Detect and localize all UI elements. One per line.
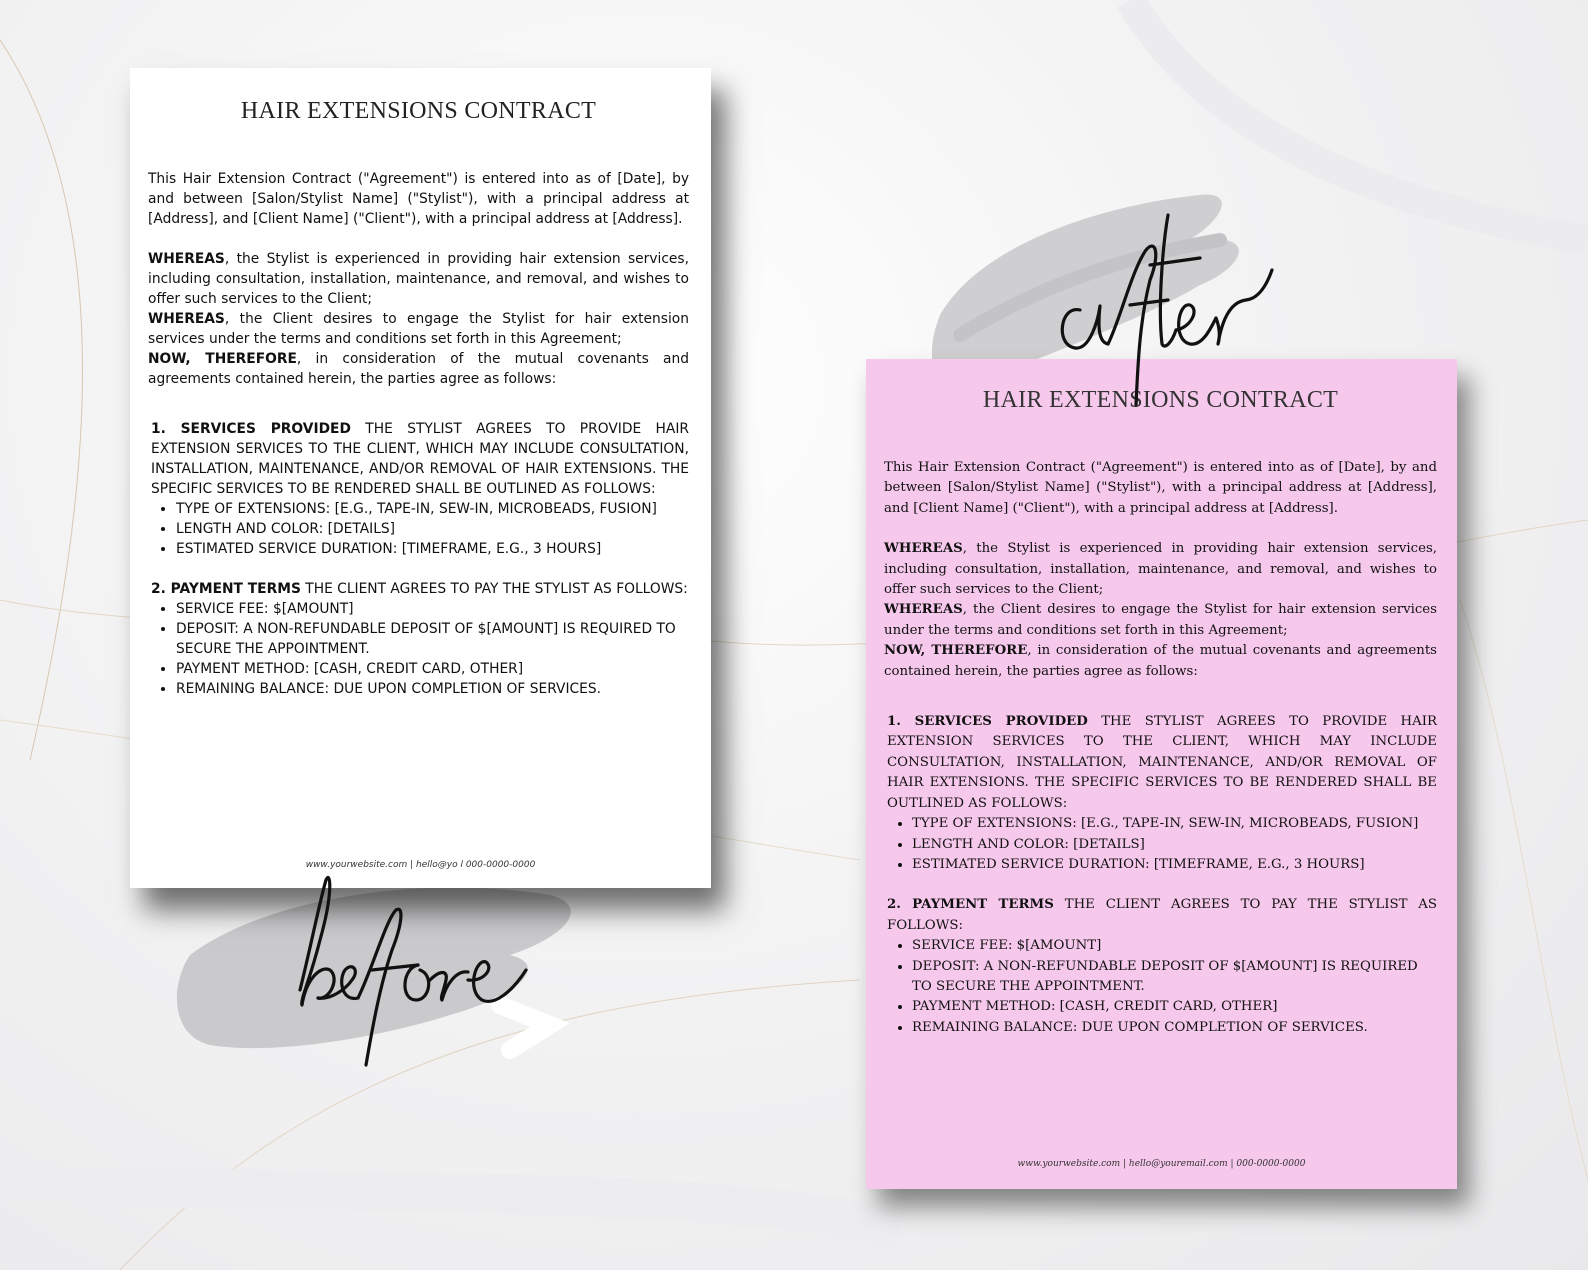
list-item: • SERVICE FEE: $[AMOUNT] [176, 599, 689, 619]
before-section-payment: 2. PAYMENT TERMS THE CLIENT AGREES TO PAY THE STYLIST AS FOLLOWS: [151, 581, 688, 597]
list-item: • ESTIMATED SERVICE DURATION: [TIMEFRAME, E.G., 3 HOURS] [176, 539, 689, 559]
after-section-services: 1. SERVICES PROVIDED THE STYLIST AGREES TO PROVIDE HAIR EXTENSION SERVICES TO THE CLIENT, WHICH MAY INCLUDE CONSULTATION, INSTALLATION, MAINTENANCE, AND/OR REMOVAL OF HAIR EXTENSIONS. THE SPECIFIC SERVICES TO BE RENDERED SHALL BE OUTLINED AS FOLLOWS: [887, 714, 1438, 811]
before-footer: www.yourwebsite.com | hello@yo l 000-0000-0000 [305, 860, 536, 870]
before-section-services: 1. SERVICES PROVIDED THE STYLIST AGREES TO PROVIDE HAIR EXTENSION SERVICES TO THE CLIENT, WHICH MAY INCLUDE CONSULTATION, INSTALLATION, MAINTENANCE, AND/OR REMOVAL OF HAIR EXTENSIONS. THE SPECIFIC SERVICES TO BE RENDERED SHALL BE OUTLINED AS FOLLOWS: [151, 421, 690, 497]
after-footer: www.yourwebsite.com | hello@youremail.com | 000-0000-0000 [1017, 1159, 1306, 1169]
list-item: • TYPE OF EXTENSIONS: [E.G., TAPE-IN, SEW-IN, MICROBEADS, FUSION] [176, 499, 689, 519]
after-now-therefore: NOW, THEREFORE, in consideration of the mutual covenants and agreements contained herein, the parties agree as follows: [884, 643, 1437, 679]
before-services-list [148, 499, 689, 559]
list-item: • ESTIMATED SERVICE DURATION: [TIMEFRAME, E.G., 3 HOURS] [912, 855, 1437, 875]
after-title: HAIR EXTENSIONS CONTRACT [982, 387, 1339, 413]
list-item: • REMAINING BALANCE: DUE UPON COMPLETION OF SERVICES. [176, 679, 689, 699]
list-item: • DEPOSIT: A NON-REFUNDABLE DEPOSIT OF $[AMOUNT] IS REQUIRED TO SECURE THE APPOINTMENT. [912, 957, 1437, 998]
after-services-list [884, 814, 1437, 875]
list-item: • SERVICE FEE: $[AMOUNT] [912, 936, 1437, 956]
list-item: • REMAINING BALANCE: DUE UPON COMPLETION OF SERVICES. [912, 1018, 1437, 1038]
list-item: • LENGTH AND COLOR: [DETAILS] [176, 519, 689, 539]
list-item: • PAYMENT METHOD: [CASH, CREDIT CARD, OTHER] [176, 659, 689, 679]
before-payment-list [148, 599, 689, 699]
before-brush-stroke [170, 875, 590, 1065]
before-whereas-1: WHEREAS, the Stylist is experienced in providing hair extension services, including consultation, installation, maintenance, and removal, and wishes to offer such services to the Client; [148, 251, 689, 307]
list-item: • DEPOSIT: A NON-REFUNDABLE DEPOSIT OF $[AMOUNT] IS REQUIRED TO SECURE THE APPOINTMENT. [176, 619, 689, 659]
before-now-therefore: NOW, THEREFORE, in consideration of the mutual covenants and agreements contained herein, the parties agree as follows: [148, 351, 689, 387]
list-item: • PAYMENT METHOD: [CASH, CREDIT CARD, OTHER] [912, 997, 1437, 1017]
after-whereas-1: WHEREAS, the Stylist is experienced in providing hair extension services, including consultation, installation, maintenance, and removal, and wishes to offer such services to the Client; [884, 541, 1437, 598]
after-section-payment: 2. PAYMENT TERMS THE CLIENT AGREES TO PAY THE STYLIST AS FOLLOWS: [887, 897, 1438, 933]
after-whereas-2: WHEREAS, the Client desires to engage the Stylist for hair extension services under the terms and conditions set forth in this Agreement; [884, 602, 1437, 638]
after-payment-list [884, 936, 1437, 1038]
before-intro: This Hair Extension Contract ("Agreement") is entered into as of [Date], by and between [Salon/Stylist Name] ("Stylist"), with a principal address at [Address], and [Client Name] ("Client"), with a principal address at [Address]. [148, 171, 689, 227]
before-whereas-2: WHEREAS, the Client desires to engage the Stylist for hair extension services under the terms and conditions set forth in this Agreement; [148, 311, 689, 347]
after-contract-page [866, 359, 1457, 1189]
list-item: • LENGTH AND COLOR: [DETAILS] [912, 835, 1437, 855]
after-intro: This Hair Extension Contract ("Agreement") is entered into as of [Date], by and between [Salon/Stylist Name] ("Stylist"), with a principal address at [Address], and [Client Name] ("Client"), with a principal address at [Address]. [884, 460, 1437, 516]
before-title: HAIR EXTENSIONS CONTRACT [240, 98, 597, 124]
before-contract-page [130, 68, 711, 888]
list-item: • TYPE OF EXTENSIONS: [E.G., TAPE-IN, SEW-IN, MICROBEADS, FUSION] [912, 814, 1437, 834]
